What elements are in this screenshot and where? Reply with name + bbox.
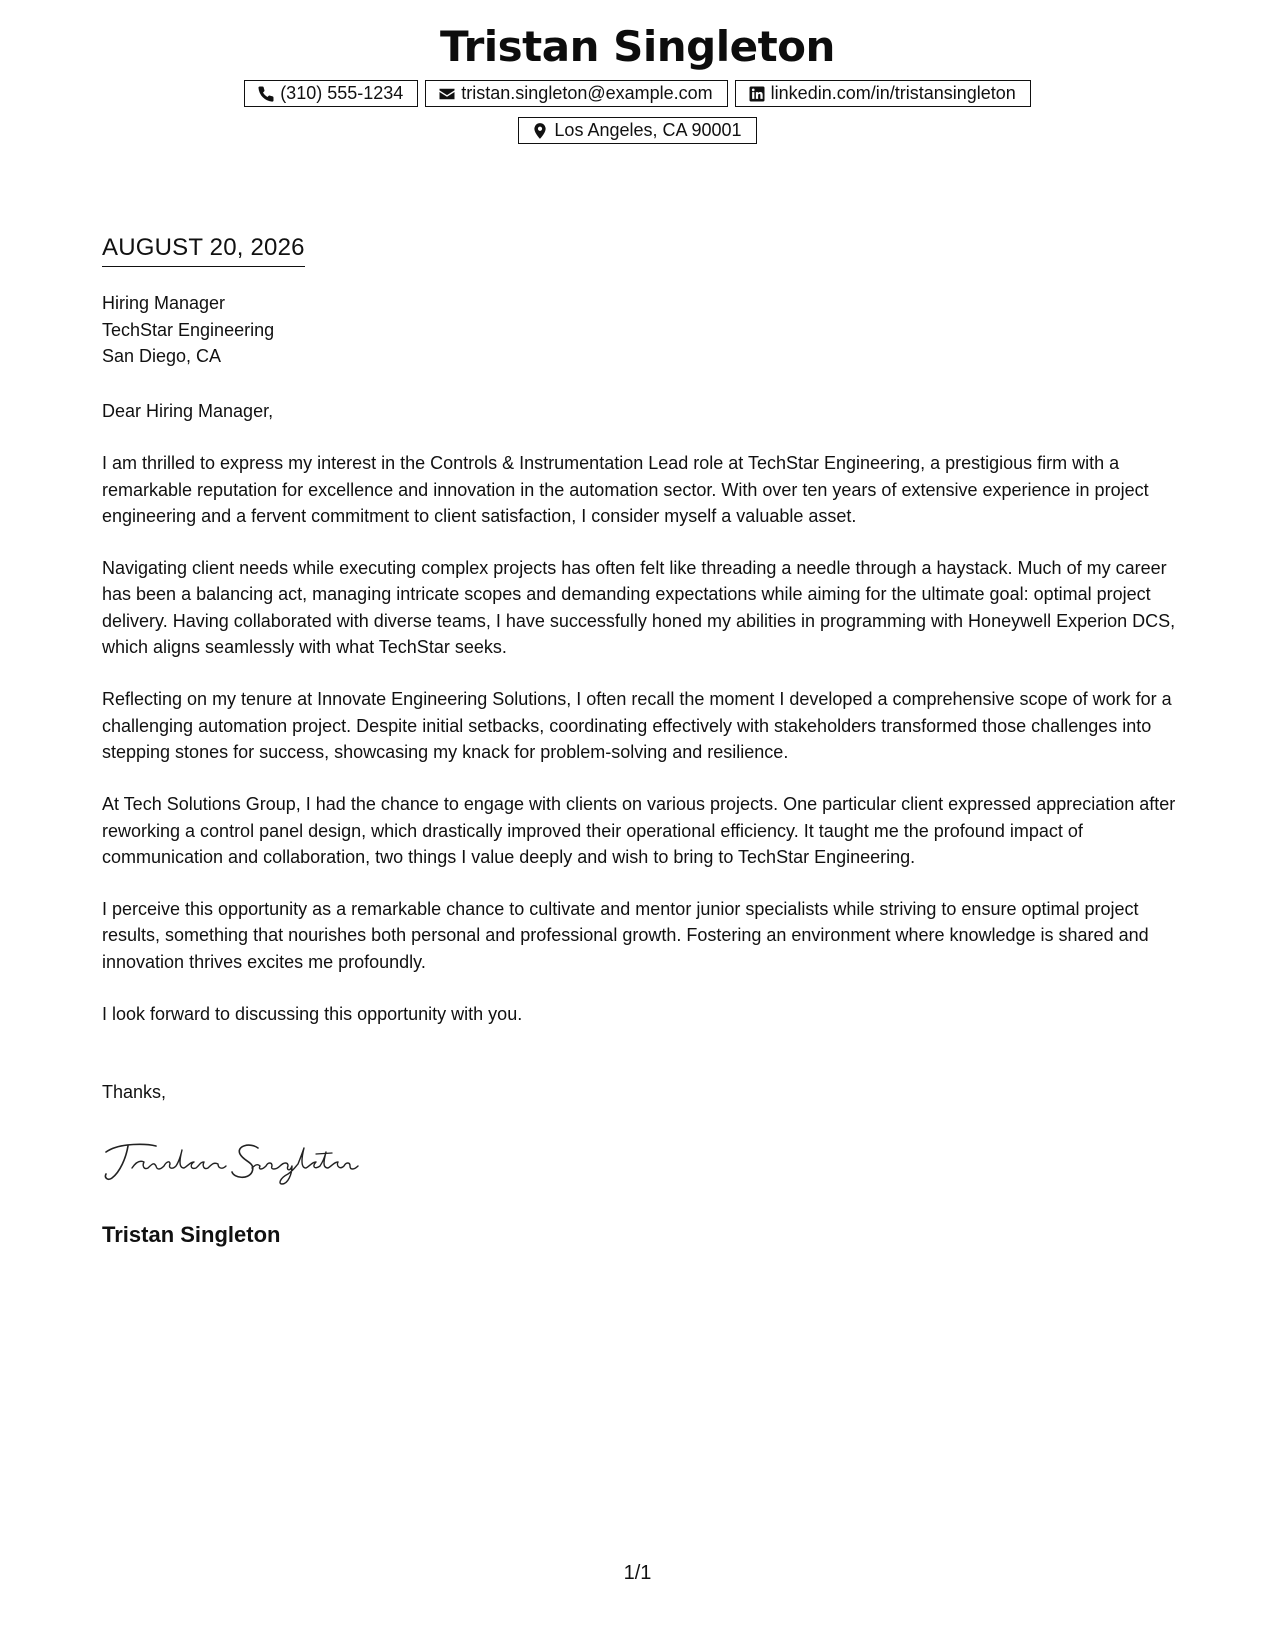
envelope-icon [438, 85, 456, 103]
applicant-name: Tristan Singleton [440, 22, 835, 71]
paragraph-2: Navigating client needs while executing complex projects has often felt like threading a needle through a haystack. Much of my career has been a balancing act, managing intricate scopes and demanding expectations while aiming for the ultimate goal: optimal project delivery. Having collaborated with diverse teams, I have successfully honed my abilities in programming with Honeywell Experion DCS, which aligns seamlessly with what TechStar seeks. [102, 558, 1176, 658]
location-contact [518, 117, 756, 144]
salutation: Dear Hiring Manager, [102, 401, 274, 421]
phone-icon [257, 85, 275, 103]
page-number: 1/1 [623, 1562, 652, 1584]
map-pin-icon [531, 122, 549, 140]
signed-name: Tristan Singleton [102, 1222, 281, 1247]
handwritten-signature [100, 1138, 370, 1188]
linkedin-contact[interactable] [735, 80, 1031, 107]
paragraph-4: At Tech Solutions Group, I had the chance to engage with clients on various projects. One particular client expressed appreciation after reworking a control panel design, which drastically improved their operational efficiency. It taught me the profound impact of communication and collaboration, two things I value deeply and wish to bring to TechStar Engineering. [102, 794, 1176, 867]
linkedin-icon [748, 85, 766, 103]
recipient-block [102, 290, 274, 370]
phone-number: (310) 555-1234 [280, 83, 404, 103]
email-address[interactable]: tristan.singleton@example.com [461, 83, 713, 103]
email-contact[interactable] [425, 80, 727, 107]
paragraph-1: I am thrilled to express my interest in the Controls & Instrumentation Lead role at TechStar Engineering, a prestigious firm with a remarkable reputation for excellence and innovation in the automation sector. With over ten years of extensive experience in project engineering and a fervent commitment to client satisfaction, I consider myself a valuable asset. [102, 453, 1149, 526]
recipient-location: San Diego, CA [102, 346, 222, 366]
contact-info-row-2 [0, 117, 1275, 144]
paragraph-5: I perceive this opportunity as a remarkable chance to cultivate and mentor junior specialists while striving to ensure optimal project results, something that nourishes both personal and professional growth. Fostering an environment where knowledge is shared and innovation thrives excites me profoundly. [102, 899, 1149, 972]
location-text: Los Angeles, CA 90001 [554, 120, 742, 140]
paragraph-3: Reflecting on my tenure at Innovate Engineering Solutions, I often recall the moment I developed a comprehensive scope of work for a challenging automation project. Despite initial setbacks, coordinating effectively with stakeholders transformed those challenges into stepping stones for success, showcasing my knack for problem-solving and resilience. [102, 689, 1172, 762]
recipient-title: Hiring Manager [102, 293, 226, 313]
recipient-company: TechStar Engineering [102, 319, 275, 340]
closing: Thanks, [102, 1082, 167, 1102]
letter-body [102, 398, 1177, 1053]
phone-contact [244, 80, 418, 107]
linkedin-url[interactable]: linkedin.com/in/tristansingleton [770, 83, 1016, 103]
paragraph-6: I look forward to discussing this opportunity with you. [102, 1004, 523, 1025]
letter-date: AUGUST 20, 2026 [102, 233, 305, 267]
contact-info-row [0, 80, 1275, 107]
